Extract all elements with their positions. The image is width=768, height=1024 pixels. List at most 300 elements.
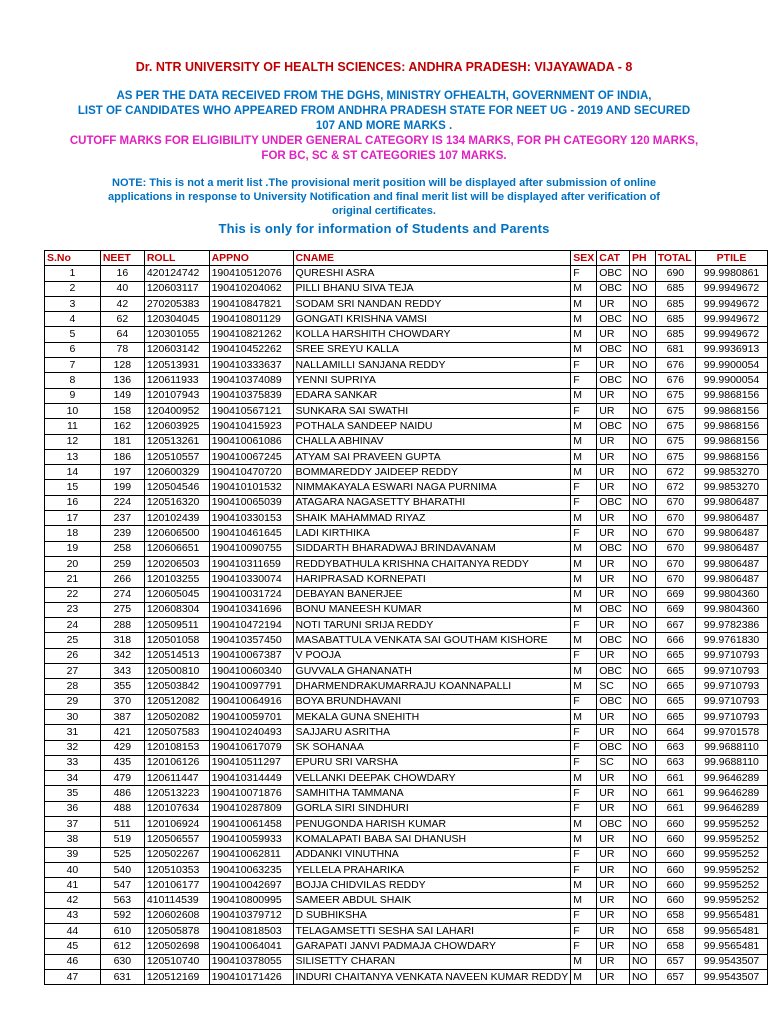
cell-sex: M: [571, 633, 597, 648]
cell-neet: 511: [100, 816, 144, 831]
cell-sex: M: [571, 679, 597, 694]
cell-sno: 19: [45, 541, 101, 556]
cell-ph: NO: [629, 373, 655, 388]
cell-sno: 22: [45, 587, 101, 602]
cell-appno: 190410567121: [209, 403, 293, 418]
cell-neet: 259: [100, 556, 144, 571]
cell-sex: M: [571, 664, 597, 679]
column-header-cat: CAT: [597, 251, 630, 266]
cell-cat: OBC: [597, 694, 630, 709]
cell-roll: 120512169: [144, 969, 209, 984]
cell-ptile: 99.9595252: [696, 878, 768, 893]
cell-cname: SK SOHANAA: [293, 740, 571, 755]
cell-roll: 120512082: [144, 694, 209, 709]
cell-neet: 224: [100, 495, 144, 510]
table-row: [45, 495, 768, 510]
cell-appno: 190410379712: [209, 908, 293, 923]
cell-cname: HARIPRASAD KORNEPATI: [293, 572, 571, 587]
cell-cat: SC: [597, 755, 630, 770]
cell-cname: GONGATI KRISHNA VAMSI: [293, 312, 571, 327]
cell-appno: 190410800995: [209, 893, 293, 908]
cell-roll: 120506557: [144, 832, 209, 847]
cell-roll: 120502698: [144, 939, 209, 954]
cell-ph: NO: [629, 281, 655, 296]
cell-cname: KOLLA HARSHITH CHOWDARY: [293, 327, 571, 342]
cell-cat: OBC: [597, 816, 630, 831]
cell-appno: 190410311659: [209, 556, 293, 571]
table-row: [45, 725, 768, 740]
cell-cat: UR: [597, 296, 630, 311]
cell-neet: 149: [100, 388, 144, 403]
cell-total: 661: [655, 801, 695, 816]
cell-sex: M: [571, 511, 597, 526]
cell-neet: 42: [100, 296, 144, 311]
cell-sex: F: [571, 755, 597, 770]
cell-appno: 190410071876: [209, 786, 293, 801]
cell-cat: UR: [597, 618, 630, 633]
cell-cat: UR: [597, 862, 630, 877]
cell-cname: YELLELA PRAHARIKA: [293, 862, 571, 877]
cell-sex: F: [571, 847, 597, 862]
cell-ph: NO: [629, 419, 655, 434]
cell-sex: F: [571, 358, 597, 373]
cell-ph: NO: [629, 939, 655, 954]
cell-ptile: 99.9936913: [696, 342, 768, 357]
cell-appno: 190410511297: [209, 755, 293, 770]
cell-appno: 190410512076: [209, 266, 293, 281]
cell-ptile: 99.9595252: [696, 893, 768, 908]
cell-cat: OBC: [597, 633, 630, 648]
cell-roll: 120206503: [144, 556, 209, 571]
cell-appno: 190410064041: [209, 939, 293, 954]
cell-ph: NO: [629, 556, 655, 571]
cell-ph: NO: [629, 740, 655, 755]
cell-cat: UR: [597, 449, 630, 464]
table-row: [45, 939, 768, 954]
cell-appno: 190410461645: [209, 526, 293, 541]
cell-neet: 592: [100, 908, 144, 923]
cell-cat: OBC: [597, 419, 630, 434]
cell-appno: 190410821262: [209, 327, 293, 342]
cell-total: 670: [655, 495, 695, 510]
cell-neet: 630: [100, 954, 144, 969]
cell-cname: CHALLA ABHINAV: [293, 434, 571, 449]
cell-roll: 120516320: [144, 495, 209, 510]
table-row: [45, 327, 768, 342]
cell-cat: UR: [597, 878, 630, 893]
cell-neet: 563: [100, 893, 144, 908]
cell-cname: D SUBHIKSHA: [293, 908, 571, 923]
cell-sno: 34: [45, 771, 101, 786]
cell-ptile: 99.9806487: [696, 511, 768, 526]
cell-sex: M: [571, 465, 597, 480]
cell-total: 672: [655, 465, 695, 480]
cell-ptile: 99.9949672: [696, 296, 768, 311]
cell-total: 685: [655, 327, 695, 342]
cell-sno: 3: [45, 296, 101, 311]
cell-ph: NO: [629, 709, 655, 724]
cell-cname: SAMHITHA TAMMANA: [293, 786, 571, 801]
cell-sex: M: [571, 419, 597, 434]
cell-total: 670: [655, 572, 695, 587]
cell-total: 665: [655, 694, 695, 709]
cell-roll: 120510353: [144, 862, 209, 877]
cell-appno: 190410067245: [209, 449, 293, 464]
cell-roll: 120504546: [144, 480, 209, 495]
cell-roll: 120603142: [144, 342, 209, 357]
cell-cname: EDARA SANKAR: [293, 388, 571, 403]
cell-sex: F: [571, 526, 597, 541]
cell-ptile: 99.9806487: [696, 541, 768, 556]
cell-cname: SHAIK MAHAMMAD RIYAZ: [293, 511, 571, 526]
cell-appno: 190410061458: [209, 816, 293, 831]
cell-sno: 18: [45, 526, 101, 541]
cell-ptile: 99.9710793: [696, 648, 768, 663]
cell-cname: ADDANKI VINUTHNA: [293, 847, 571, 862]
cell-sex: M: [571, 434, 597, 449]
cell-sno: 8: [45, 373, 101, 388]
cell-ptile: 99.9688110: [696, 755, 768, 770]
column-header-sex: SEX: [571, 251, 597, 266]
cell-ptile: 99.9900054: [696, 373, 768, 388]
cell-total: 669: [655, 602, 695, 617]
cell-appno: 190410059701: [209, 709, 293, 724]
cell-roll: 120102439: [144, 511, 209, 526]
cell-ph: NO: [629, 465, 655, 480]
cell-ph: NO: [629, 648, 655, 663]
table-row: [45, 878, 768, 893]
cell-appno: 190410378055: [209, 954, 293, 969]
cell-appno: 190410061086: [209, 434, 293, 449]
cell-cname: INDURI CHAITANYA VENKATA NAVEEN KUMAR REDDY: [293, 969, 571, 984]
table-row: [45, 342, 768, 357]
cell-total: 658: [655, 924, 695, 939]
cell-sno: 38: [45, 832, 101, 847]
cell-neet: 288: [100, 618, 144, 633]
cell-ph: NO: [629, 434, 655, 449]
table-row: [45, 526, 768, 541]
cell-cname: KOMALAPATI BABA SAI DHANUSH: [293, 832, 571, 847]
cell-total: 660: [655, 816, 695, 831]
cell-sno: 6: [45, 342, 101, 357]
cell-roll: 120304045: [144, 312, 209, 327]
cell-ph: NO: [629, 908, 655, 923]
cell-sno: 21: [45, 572, 101, 587]
cell-sex: F: [571, 373, 597, 388]
cell-total: 657: [655, 954, 695, 969]
cell-neet: 162: [100, 419, 144, 434]
cell-ph: NO: [629, 587, 655, 602]
cell-sno: 47: [45, 969, 101, 984]
cell-sex: M: [571, 541, 597, 556]
cell-sno: 45: [45, 939, 101, 954]
cell-sno: 16: [45, 495, 101, 510]
cell-appno: 190410314449: [209, 771, 293, 786]
cell-roll: 120507583: [144, 725, 209, 740]
cell-ptile: 99.9900054: [696, 358, 768, 373]
cell-cname: SIDDARTH BHARADWAJ BRINDAVANAM: [293, 541, 571, 556]
column-header-neet: NEET: [100, 251, 144, 266]
cell-ptile: 99.9565481: [696, 924, 768, 939]
cell-appno: 190410330153: [209, 511, 293, 526]
cell-neet: 421: [100, 725, 144, 740]
cell-neet: 128: [100, 358, 144, 373]
cell-total: 676: [655, 373, 695, 388]
cell-cname: ATAGARA NAGASETTY BHARATHI: [293, 495, 571, 510]
cell-cat: UR: [597, 725, 630, 740]
cell-ptile: 99.9949672: [696, 312, 768, 327]
cell-appno: 190410415923: [209, 419, 293, 434]
table-row: [45, 816, 768, 831]
cell-ph: NO: [629, 771, 655, 786]
cell-sno: 28: [45, 679, 101, 694]
cell-roll: 120108153: [144, 740, 209, 755]
cell-total: 664: [655, 725, 695, 740]
cell-roll: 120106924: [144, 816, 209, 831]
table-row: [45, 648, 768, 663]
cell-cat: UR: [597, 924, 630, 939]
cell-cat: OBC: [597, 373, 630, 388]
cell-appno: 190410067387: [209, 648, 293, 663]
cell-ph: NO: [629, 403, 655, 418]
cell-sno: 46: [45, 954, 101, 969]
cell-neet: 16: [100, 266, 144, 281]
cell-ptile: 99.9949672: [696, 281, 768, 296]
cell-ptile: 99.9868156: [696, 419, 768, 434]
cell-sno: 20: [45, 556, 101, 571]
cell-neet: 486: [100, 786, 144, 801]
cell-appno: 190410042697: [209, 878, 293, 893]
cell-cat: OBC: [597, 495, 630, 510]
cell-cat: UR: [597, 939, 630, 954]
cell-roll: 120606500: [144, 526, 209, 541]
cell-cat: UR: [597, 388, 630, 403]
cell-sno: 39: [45, 847, 101, 862]
cell-appno: 190410060340: [209, 664, 293, 679]
cell-sex: M: [571, 449, 597, 464]
cell-sex: F: [571, 801, 597, 816]
column-header-ptile: PTILE: [696, 251, 768, 266]
cell-cat: UR: [597, 801, 630, 816]
table-row: [45, 694, 768, 709]
cell-ptile: 99.9646289: [696, 801, 768, 816]
cell-ptile: 99.9688110: [696, 740, 768, 755]
cell-roll: 120500810: [144, 664, 209, 679]
table-row: [45, 862, 768, 877]
cell-total: 685: [655, 296, 695, 311]
cell-cname: ATYAM SAI PRAVEEN GUPTA: [293, 449, 571, 464]
cell-appno: 190410031724: [209, 587, 293, 602]
cell-neet: 370: [100, 694, 144, 709]
column-header-sno: S.No: [45, 251, 101, 266]
cell-cat: UR: [597, 648, 630, 663]
table-row: [45, 786, 768, 801]
cell-cat: OBC: [597, 281, 630, 296]
cell-sno: 9: [45, 388, 101, 403]
cell-neet: 78: [100, 342, 144, 357]
note-line-3: original certificates.: [332, 205, 436, 217]
table-row: [45, 434, 768, 449]
cell-sex: M: [571, 969, 597, 984]
cell-cname: DEBAYAN BANERJEE: [293, 587, 571, 602]
cell-sno: 27: [45, 664, 101, 679]
cell-neet: 540: [100, 862, 144, 877]
table-row: [45, 709, 768, 724]
cell-total: 670: [655, 556, 695, 571]
cell-cname: MEKALA GUNA SNEHITH: [293, 709, 571, 724]
cell-roll: 120503842: [144, 679, 209, 694]
cell-total: 675: [655, 449, 695, 464]
cell-sex: M: [571, 587, 597, 602]
cell-roll: 120513931: [144, 358, 209, 373]
cell-neet: 525: [100, 847, 144, 862]
cell-appno: 190410375839: [209, 388, 293, 403]
cell-appno: 190410470720: [209, 465, 293, 480]
cell-neet: 547: [100, 878, 144, 893]
cell-total: 660: [655, 862, 695, 877]
table-row: [45, 755, 768, 770]
cell-ph: NO: [629, 801, 655, 816]
cell-ph: NO: [629, 495, 655, 510]
table-row: [45, 572, 768, 587]
cell-cat: OBC: [597, 602, 630, 617]
cell-sno: 32: [45, 740, 101, 755]
cell-cat: UR: [597, 327, 630, 342]
cell-total: 670: [655, 526, 695, 541]
cell-ph: NO: [629, 449, 655, 464]
cell-sex: F: [571, 725, 597, 740]
cell-sno: 23: [45, 602, 101, 617]
cell-sex: M: [571, 709, 597, 724]
cell-cname: SILISETTY CHARAN: [293, 954, 571, 969]
cell-neet: 40: [100, 281, 144, 296]
cell-total: 675: [655, 419, 695, 434]
cell-ph: NO: [629, 878, 655, 893]
cell-neet: 355: [100, 679, 144, 694]
cell-neet: 519: [100, 832, 144, 847]
document-header: [0, 60, 768, 236]
cell-cat: SC: [597, 679, 630, 694]
cell-sex: M: [571, 832, 597, 847]
cell-total: 675: [655, 388, 695, 403]
table-row: [45, 924, 768, 939]
cell-ptile: 99.9868156: [696, 388, 768, 403]
cell-appno: 190410330074: [209, 572, 293, 587]
cell-ptile: 99.9595252: [696, 816, 768, 831]
cell-neet: 186: [100, 449, 144, 464]
cell-sno: 4: [45, 312, 101, 327]
cell-ph: NO: [629, 755, 655, 770]
cell-sex: M: [571, 342, 597, 357]
cell-ptile: 99.9949672: [696, 327, 768, 342]
column-header-roll: ROLL: [144, 251, 209, 266]
cell-ph: NO: [629, 358, 655, 373]
cell-roll: 120509511: [144, 618, 209, 633]
cell-cat: UR: [597, 358, 630, 373]
cell-cat: UR: [597, 556, 630, 571]
cell-ptile: 99.9710793: [696, 679, 768, 694]
cell-ph: NO: [629, 832, 655, 847]
table-row: [45, 587, 768, 602]
cell-ptile: 99.9701578: [696, 725, 768, 740]
cell-ph: NO: [629, 786, 655, 801]
cell-total: 667: [655, 618, 695, 633]
cell-ph: NO: [629, 480, 655, 495]
table-row: [45, 908, 768, 923]
cell-cat: OBC: [597, 342, 630, 357]
cell-cname: SAMEER ABDUL SHAIK: [293, 893, 571, 908]
cell-sno: 12: [45, 434, 101, 449]
cell-sex: M: [571, 893, 597, 908]
cell-appno: 190410171426: [209, 969, 293, 984]
cell-sex: F: [571, 495, 597, 510]
cell-sex: M: [571, 954, 597, 969]
cell-sex: F: [571, 786, 597, 801]
cell-cname: SAJJARU ASRITHA: [293, 725, 571, 740]
table-row: [45, 373, 768, 388]
cell-ph: NO: [629, 924, 655, 939]
cell-total: 661: [655, 771, 695, 786]
cell-sno: 36: [45, 801, 101, 816]
cell-sno: 33: [45, 755, 101, 770]
cell-ptile: 99.9806487: [696, 572, 768, 587]
table-row: [45, 771, 768, 786]
cell-sex: F: [571, 648, 597, 663]
cell-cname: EPURU SRI VARSHA: [293, 755, 571, 770]
table-row: [45, 296, 768, 311]
cell-ptile: 99.9782386: [696, 618, 768, 633]
cell-sex: F: [571, 924, 597, 939]
cell-neet: 275: [100, 602, 144, 617]
cell-sex: F: [571, 740, 597, 755]
cell-total: 681: [655, 342, 695, 357]
cell-sno: 25: [45, 633, 101, 648]
cell-cname: MASABATTULA VENKATA SAI GOUTHAM KISHORE: [293, 633, 571, 648]
table-row: [45, 266, 768, 281]
table-row: [45, 664, 768, 679]
cell-cname: PENUGONDA HARISH KUMAR: [293, 816, 571, 831]
cell-appno: 190410090755: [209, 541, 293, 556]
cell-roll: 120107943: [144, 388, 209, 403]
cell-sex: M: [571, 312, 597, 327]
table-row: [45, 403, 768, 418]
list-description-line: LIST OF CANDIDATES WHO APPEARED FROM ANDHRA PRADESH STATE FOR NEET UG - 2019 AND SECURED: [77, 105, 691, 117]
cell-appno: 190410065039: [209, 495, 293, 510]
cell-sno: 14: [45, 465, 101, 480]
cell-ph: NO: [629, 526, 655, 541]
cell-cname: REDDYBATHULA KRISHNA CHAITANYA REDDY: [293, 556, 571, 571]
cell-sno: 43: [45, 908, 101, 923]
cell-ph: NO: [629, 694, 655, 709]
table-row: [45, 449, 768, 464]
cell-ptile: 99.9543507: [696, 969, 768, 984]
cell-ptile: 99.9595252: [696, 862, 768, 877]
cell-appno: 190410333637: [209, 358, 293, 373]
cutoff-line-1: CUTOFF MARKS FOR ELIGIBILITY UNDER GENERAL CATEGORY IS 134 MARKS, FOR PH CATEGORY 120 MARKS,: [69, 135, 699, 147]
cell-total: 690: [655, 266, 695, 281]
cell-cat: UR: [597, 969, 630, 984]
cell-appno: 190410063235: [209, 862, 293, 877]
cell-cat: UR: [597, 465, 630, 480]
cell-roll: 120505878: [144, 924, 209, 939]
cell-sex: M: [571, 878, 597, 893]
cell-ptile: 99.9595252: [696, 847, 768, 862]
cell-appno: 190410617079: [209, 740, 293, 755]
cell-total: 657: [655, 969, 695, 984]
table-row: [45, 801, 768, 816]
cell-cat: UR: [597, 480, 630, 495]
cell-appno: 190410062811: [209, 847, 293, 862]
